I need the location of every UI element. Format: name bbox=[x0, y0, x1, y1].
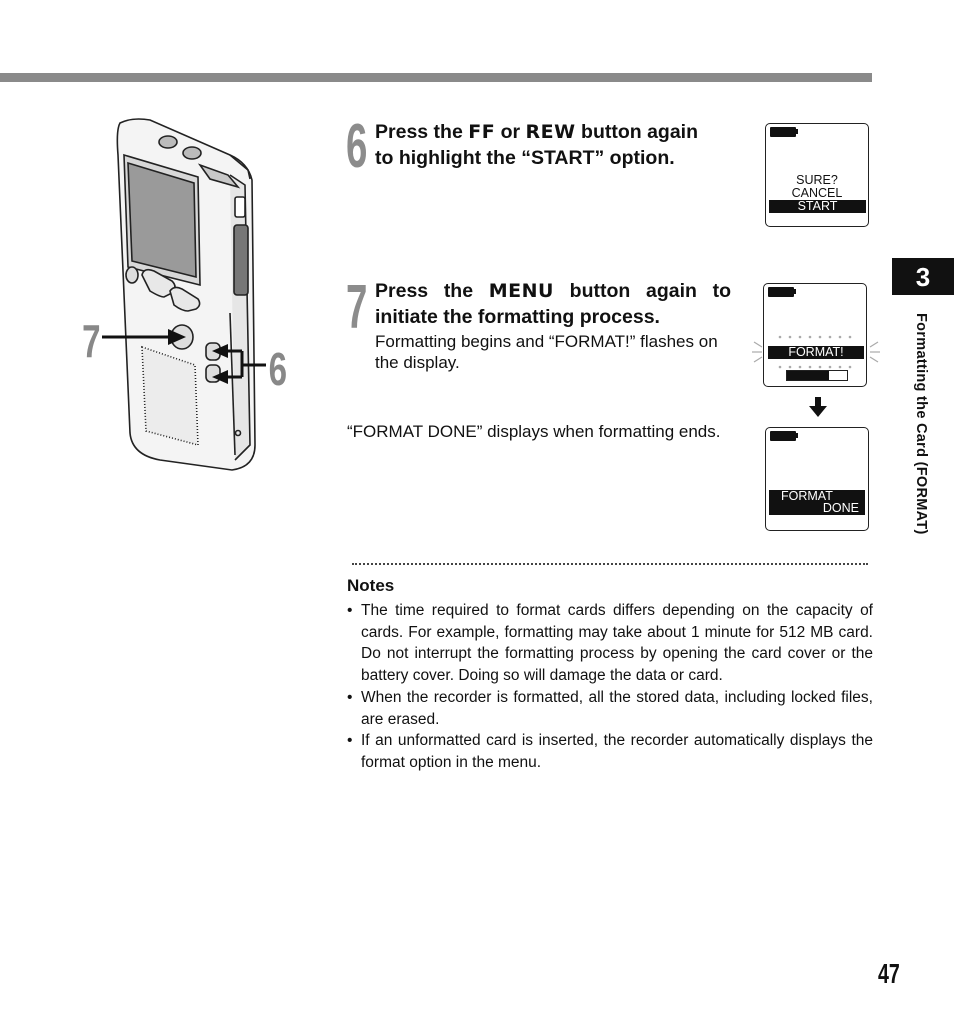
step-number-6: 6 bbox=[346, 112, 368, 181]
note-item: • If an unformatted card is inserted, the recorder automatically displays the format option in the menu. bbox=[347, 730, 873, 773]
note-item: • When the recorder is formatted, all the stored data, including locked files, are erased. bbox=[347, 687, 873, 730]
notes-divider bbox=[352, 563, 868, 565]
step7-title-line2: initiate the formatting process. bbox=[375, 306, 660, 328]
notes-title: Notes bbox=[347, 576, 395, 595]
lcd-display-formatting bbox=[763, 283, 867, 387]
notes-list bbox=[347, 600, 873, 774]
header-bar bbox=[0, 73, 872, 82]
callout-label-7: 7 bbox=[82, 316, 101, 368]
callout-label-6: 6 bbox=[268, 344, 288, 396]
lcd-highlight-start: START bbox=[769, 200, 866, 213]
ff-key-label: FF bbox=[468, 121, 496, 143]
step-number-7: 7 bbox=[346, 273, 368, 342]
format-progress-bar bbox=[786, 370, 848, 381]
lcd-line-cancel: CANCEL bbox=[791, 186, 843, 200]
step6-title: Press the FF or REW button again to highlight the “START” option. bbox=[375, 121, 699, 169]
format-done-text: “FORMAT DONE” displays when formatting ends. bbox=[347, 422, 721, 441]
battery-icon bbox=[770, 127, 796, 137]
note-item: • The time required to format cards differs depending on the capacity of cards. For example, formatting may take about 1 minute for 512 MB card. Do not interrupt the formatting process by opening the card cover or the battery cover. Doing so will damage the data or card. bbox=[347, 600, 873, 687]
lcd-highlight-done bbox=[769, 490, 865, 515]
lcd-highlight-format: FORMAT! bbox=[768, 346, 864, 359]
battery-icon bbox=[768, 287, 794, 297]
battery-icon bbox=[770, 431, 796, 441]
menu-key-label: MENU bbox=[488, 280, 554, 302]
format-progress-fill bbox=[787, 371, 829, 380]
page-number: 47 bbox=[878, 958, 900, 989]
down-arrow-icon bbox=[808, 396, 828, 418]
rew-key-label: REW bbox=[525, 121, 576, 143]
step7-title-line1: Press the MENU button again to bbox=[375, 280, 731, 302]
side-section-title: Formatting the Card (FORMAT) bbox=[913, 313, 929, 535]
lcd-line-done: DONE bbox=[822, 501, 859, 515]
chapter-tab: 3 bbox=[892, 258, 954, 295]
lcd-display-confirm bbox=[765, 123, 869, 227]
step7-body: Formatting begins and “FORMAT!” flashes on the display. bbox=[375, 332, 718, 372]
lcd-line-sure: SURE? bbox=[796, 173, 838, 187]
lcd-display-done bbox=[765, 427, 869, 531]
lcd-line-format: FORMAT bbox=[781, 489, 833, 503]
voice-recorder-illustration bbox=[80, 115, 295, 475]
